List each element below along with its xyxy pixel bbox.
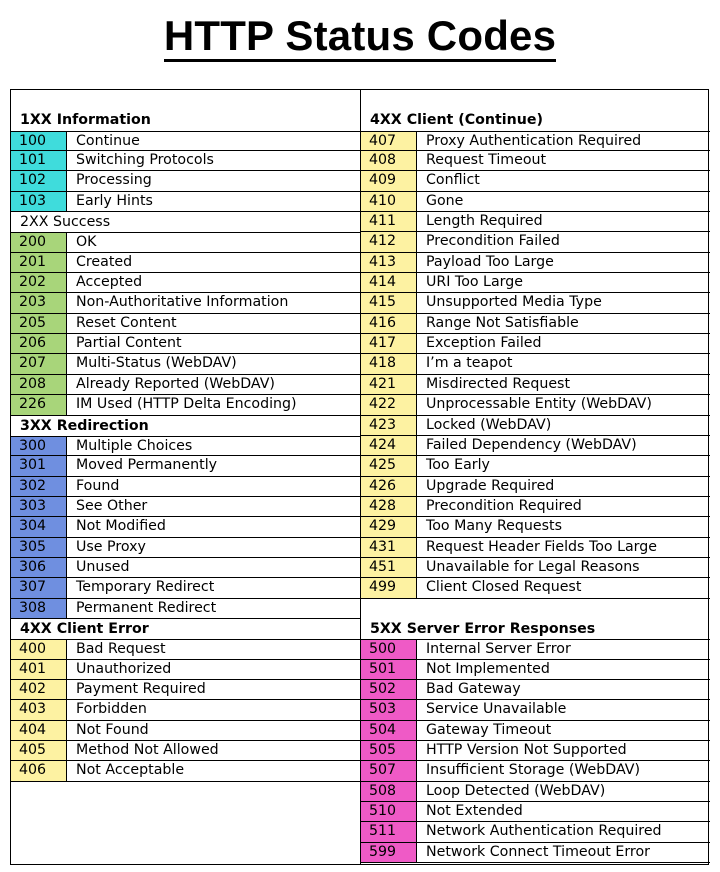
- status-label: Not Extended: [426, 803, 523, 820]
- status-label: See Other: [76, 497, 148, 514]
- status-label: Already Reported (WebDAV): [76, 375, 275, 392]
- right-column: [360, 90, 710, 864]
- status-code: 306: [11, 558, 67, 577]
- status-code: 401: [11, 660, 67, 679]
- status-label: Early Hints: [76, 192, 153, 209]
- left-column: [11, 90, 360, 782]
- status-label: Proxy Authentication Required: [426, 132, 642, 149]
- status-code: 504: [361, 721, 417, 740]
- status-label: IM Used (HTTP Delta Encoding): [76, 396, 297, 413]
- status-label: Upgrade Required: [426, 477, 555, 494]
- status-code: 424: [361, 436, 417, 455]
- status-row-402: [11, 680, 360, 700]
- status-label: Unused: [76, 558, 130, 575]
- status-label: Length Required: [426, 213, 543, 230]
- status-label: Multi-Status (WebDAV): [76, 355, 237, 372]
- status-row-428: [361, 497, 710, 517]
- status-label: Service Unavailable: [426, 701, 567, 718]
- status-code: 499: [361, 578, 417, 597]
- status-label: I’m a teapot: [426, 355, 513, 372]
- status-code: 415: [361, 293, 417, 312]
- status-label: Gone: [426, 192, 464, 209]
- status-code: 416: [361, 314, 417, 333]
- status-row-507: [361, 761, 710, 781]
- status-row-307: [11, 578, 360, 598]
- status-code: 208: [11, 375, 67, 394]
- status-label: Failed Dependency (WebDAV): [426, 436, 637, 453]
- status-label: Not Acceptable: [76, 762, 185, 779]
- status-code: 411: [361, 212, 417, 231]
- status-label: Unavailable for Legal Reasons: [426, 558, 640, 575]
- status-row-403: [11, 700, 360, 720]
- status-code: 428: [361, 497, 417, 516]
- status-label: Forbidden: [76, 701, 147, 718]
- status-code: 511: [361, 822, 417, 841]
- status-label: Unprocessable Entity (WebDAV): [426, 396, 652, 413]
- status-code: 403: [11, 700, 67, 719]
- status-row-100: [11, 131, 360, 151]
- status-row-423: [361, 416, 710, 436]
- status-label: Not Modified: [76, 518, 166, 535]
- status-row-501: [361, 660, 710, 680]
- status-code: 412: [361, 232, 417, 251]
- status-code: 431: [361, 538, 417, 557]
- status-label: Bad Request: [76, 641, 166, 658]
- status-row-305: [11, 538, 360, 558]
- status-row-302: [11, 477, 360, 497]
- status-label: Moved Permanently: [76, 457, 218, 474]
- status-code: 404: [11, 721, 67, 740]
- status-row-103: [11, 192, 360, 212]
- status-code: 100: [11, 132, 67, 150]
- status-row-208: [11, 375, 360, 395]
- status-row-400: [11, 639, 360, 659]
- status-row-510: [361, 802, 710, 822]
- status-row-205: [11, 314, 360, 334]
- status-row-202: [11, 273, 360, 293]
- status-code: 400: [11, 640, 67, 658]
- status-code: 201: [11, 253, 67, 272]
- top-gap: [361, 90, 710, 110]
- status-row-406: [11, 761, 360, 781]
- section-header: 5XX Server Error Responses: [370, 620, 596, 637]
- section-header: 2XX Success: [20, 214, 111, 231]
- status-label: Request Header Fields Too Large: [426, 538, 657, 555]
- status-code: 417: [361, 334, 417, 353]
- status-row-505: [361, 741, 710, 761]
- status-code: 425: [361, 456, 417, 475]
- status-row-102: [11, 171, 360, 191]
- status-label: Conflict: [426, 172, 480, 189]
- status-row-429: [361, 517, 710, 537]
- status-code: 422: [361, 395, 417, 414]
- status-row-201: [11, 253, 360, 273]
- status-label: Accepted: [76, 274, 143, 291]
- status-code: 418: [361, 354, 417, 373]
- status-code: 407: [361, 132, 417, 150]
- status-row-308: [11, 599, 360, 619]
- status-code: 508: [361, 782, 417, 801]
- section-1xx-information: [11, 110, 360, 212]
- status-row-404: [11, 721, 360, 741]
- status-label: Continue: [76, 132, 140, 149]
- status-code: 413: [361, 253, 417, 272]
- status-row-503: [361, 700, 710, 720]
- status-label: Processing: [76, 172, 152, 189]
- status-code: 226: [11, 395, 67, 414]
- section-5xx-server-error-responses: [361, 599, 710, 863]
- status-row-303: [11, 497, 360, 517]
- status-code: 500: [361, 640, 417, 658]
- status-code: 406: [11, 761, 67, 780]
- status-code: 451: [361, 558, 417, 577]
- status-label: Exception Failed: [426, 335, 542, 352]
- status-label: Too Early: [426, 457, 490, 474]
- status-row-412: [361, 232, 710, 252]
- status-row-304: [11, 517, 360, 537]
- status-row-426: [361, 477, 710, 497]
- status-label: Method Not Allowed: [76, 742, 219, 758]
- status-code: 203: [11, 293, 67, 312]
- status-row-502: [361, 680, 710, 700]
- status-code: 103: [11, 192, 67, 211]
- status-label: Unsupported Media Type: [426, 294, 602, 311]
- status-label: Insufficient Storage (WebDAV): [426, 762, 641, 779]
- status-row-417: [361, 334, 710, 354]
- status-code: 205: [11, 314, 67, 333]
- status-code: 308: [11, 599, 67, 618]
- status-code: 207: [11, 354, 67, 373]
- status-row-499: [361, 578, 710, 598]
- status-row-226: [11, 395, 360, 415]
- status-row-300: [11, 436, 360, 456]
- status-label: Payload Too Large: [426, 253, 554, 270]
- status-label: Client Closed Request: [426, 579, 582, 596]
- status-row-422: [361, 395, 710, 415]
- status-code: 414: [361, 273, 417, 292]
- status-code: 307: [11, 578, 67, 597]
- status-row-508: [361, 782, 710, 802]
- status-code: 501: [361, 660, 417, 679]
- status-row-411: [361, 212, 710, 232]
- section-4xx-client-error: [11, 619, 360, 782]
- status-row-418: [361, 354, 710, 374]
- status-row-425: [361, 456, 710, 476]
- status-row-206: [11, 334, 360, 354]
- status-code: 408: [361, 151, 417, 170]
- status-code: 507: [361, 761, 417, 780]
- status-code: 510: [361, 802, 417, 821]
- status-code: 200: [11, 233, 67, 251]
- page-title: [0, 8, 720, 64]
- status-row-409: [361, 171, 710, 191]
- section-2xx-success: [11, 212, 360, 415]
- section-3xx-redirection: [11, 416, 360, 619]
- section-header: 4XX Client (Continue): [370, 112, 543, 129]
- status-label: OK: [76, 234, 97, 251]
- status-code: 503: [361, 700, 417, 719]
- status-code: 426: [361, 477, 417, 496]
- status-code: 423: [361, 416, 417, 435]
- status-row-301: [11, 456, 360, 476]
- status-code-table: [10, 89, 709, 865]
- status-label: Range Not Satisfiable: [426, 314, 579, 331]
- status-label: Unauthorized: [76, 660, 172, 677]
- status-label: Created: [76, 253, 133, 270]
- status-row-415: [361, 293, 710, 313]
- status-code: 429: [361, 517, 417, 536]
- status-row-431: [361, 538, 710, 558]
- status-row-410: [361, 192, 710, 212]
- status-row-414: [361, 273, 710, 293]
- status-label: Loop Detected (WebDAV): [426, 782, 606, 799]
- status-label: HTTP Version Not Supported: [426, 742, 627, 758]
- status-label: Reset Content: [76, 314, 177, 331]
- status-label: Non-Authoritative Information: [76, 294, 289, 311]
- status-label: Not Implemented: [426, 660, 550, 677]
- status-code: 102: [11, 171, 67, 190]
- status-code: 303: [11, 497, 67, 516]
- top-gap: [11, 90, 360, 110]
- status-row-451: [361, 558, 710, 578]
- status-row-413: [361, 253, 710, 273]
- section-header: 4XX Client Error: [20, 620, 149, 637]
- status-row-405: [11, 741, 360, 761]
- status-label: Misdirected Request: [426, 375, 571, 392]
- status-label: URI Too Large: [426, 274, 523, 291]
- status-label: Payment Required: [76, 680, 206, 697]
- status-row-401: [11, 660, 360, 680]
- status-code: 305: [11, 538, 67, 557]
- status-code: 402: [11, 680, 67, 699]
- status-row-504: [361, 721, 710, 741]
- status-label: Partial Content: [76, 335, 182, 352]
- status-label: Temporary Redirect: [76, 579, 215, 596]
- status-code: 202: [11, 273, 67, 292]
- status-code: 206: [11, 334, 67, 353]
- status-row-500: [361, 639, 710, 659]
- status-row-599: [361, 843, 710, 863]
- status-code: 304: [11, 517, 67, 536]
- status-label: Request Timeout: [426, 152, 547, 169]
- status-row-416: [361, 314, 710, 334]
- status-row-306: [11, 558, 360, 578]
- status-label: Precondition Failed: [426, 233, 560, 250]
- status-row-511: [361, 822, 710, 842]
- status-code: 405: [11, 741, 67, 760]
- section-gap: [361, 599, 710, 619]
- status-label: Locked (WebDAV): [426, 416, 552, 433]
- status-label: Found: [76, 477, 120, 494]
- status-code: 502: [361, 680, 417, 699]
- status-row-200: [11, 232, 360, 252]
- status-code: 410: [361, 192, 417, 211]
- status-label: Network Authentication Required: [426, 823, 662, 840]
- status-row-207: [11, 354, 360, 374]
- section-4xx-client-continue: [361, 110, 710, 598]
- status-label: Permanent Redirect: [76, 599, 217, 616]
- status-row-408: [361, 151, 710, 171]
- status-code: 300: [11, 437, 67, 455]
- status-label: Multiple Choices: [76, 437, 193, 454]
- page-title-text: HTTP Status Codes: [164, 12, 556, 62]
- status-label: Not Found: [76, 721, 149, 738]
- status-row-203: [11, 293, 360, 313]
- status-label: Switching Protocols: [76, 152, 214, 169]
- status-code: 505: [361, 741, 417, 760]
- status-label: Use Proxy: [76, 538, 146, 555]
- status-code: 421: [361, 375, 417, 394]
- status-code: 599: [361, 843, 417, 862]
- status-row-407: [361, 131, 710, 151]
- section-header: 3XX Redirection: [20, 417, 149, 434]
- status-label: Bad Gateway: [426, 680, 521, 697]
- section-header: 1XX Information: [20, 112, 151, 129]
- status-code: 301: [11, 456, 67, 475]
- status-code: 101: [11, 151, 67, 170]
- status-code: 302: [11, 477, 67, 496]
- status-label: Precondition Required: [426, 497, 582, 514]
- status-label: Network Connect Timeout Error: [426, 843, 650, 860]
- status-row-424: [361, 436, 710, 456]
- status-label: Gateway Timeout: [426, 721, 552, 738]
- status-code: 409: [361, 171, 417, 190]
- status-row-421: [361, 375, 710, 395]
- status-label: Too Many Requests: [426, 518, 562, 535]
- status-row-101: [11, 151, 360, 171]
- status-label: Internal Server Error: [426, 641, 571, 658]
